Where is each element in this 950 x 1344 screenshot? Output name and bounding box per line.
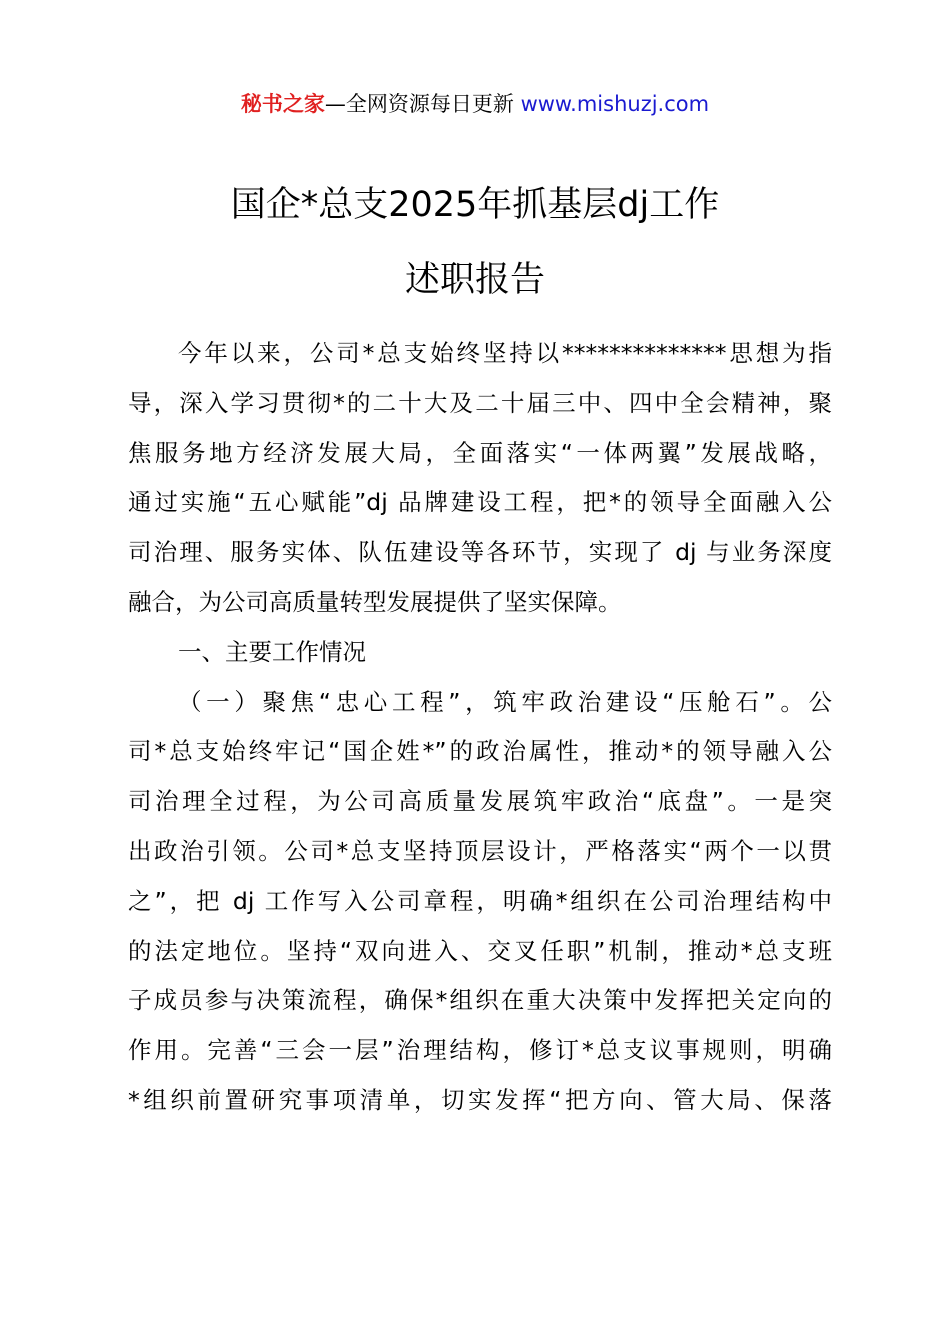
section-paragraph — [128, 678, 832, 1126]
text-line: 出政治引领。公司*总支坚持顶层设计，严格落实“两个一以贯 — [128, 836, 832, 865]
text-line: 导，深入学习贯彻*的二十大及二十届三中、四中全会精神，聚 — [128, 388, 832, 417]
document-body — [128, 329, 832, 1126]
text-line: 司治理、服务实体、队伍建设等各环节，实现了 dj 与业务深度 — [128, 538, 832, 567]
text-line: 子成员参与决策流程，确保*组织在重大决策中发挥把关定向的 — [128, 986, 832, 1015]
text-line: 作用。完善“三会一层”治理结构，修订*总支议事规则，明确 — [128, 1036, 832, 1065]
section-heading: 一、主要工作情况 — [178, 637, 366, 666]
text-line: 之”，把 dj 工作写入公司章程，明确*组织在公司治理结构中 — [128, 886, 832, 915]
text-line: 司*总支始终牢记“国企姓*”的政治属性，推动*的领导融入公 — [128, 737, 832, 766]
text-line: 今年以来，公司*总支始终坚持以**************思想为指 — [178, 339, 832, 367]
text-line: 融合，为公司高质量转型发展提供了坚实保障。 — [128, 587, 622, 616]
document-title-line-1: 国企*总支2025年抓基层dj工作 — [230, 185, 720, 225]
text-line: 的法定地位。坚持“双向进入、交叉任职”机制，推动*总支班 — [128, 936, 832, 965]
text-line: *组织前置研究事项清单，切实发挥“把方向、管大局、保落 — [128, 1085, 832, 1114]
intro-paragraph — [128, 329, 832, 628]
text-line: 焦服务地方经济发展大局，全面落实“一体两翼”发展战略， — [128, 438, 832, 467]
banner-slogan: —全网资源每日更新 — [324, 92, 521, 116]
brand-name: 秘书之家 — [240, 92, 325, 116]
text-line: （一）聚焦“忠心工程”，筑牢政治建设“压舱石”。公 — [178, 687, 832, 716]
text-line: 司治理全过程，为公司高质量发展筑牢政治“底盘”。一是突 — [128, 787, 832, 816]
text-line: 通过实施“五心赋能”dj 品牌建设工程，把*的领导全面融入公 — [128, 488, 832, 517]
document-title-line-2: 述职报告 — [404, 260, 545, 300]
site-url-link[interactable]: www.mishuzj.com — [520, 92, 710, 116]
site-banner — [0, 88, 950, 120]
